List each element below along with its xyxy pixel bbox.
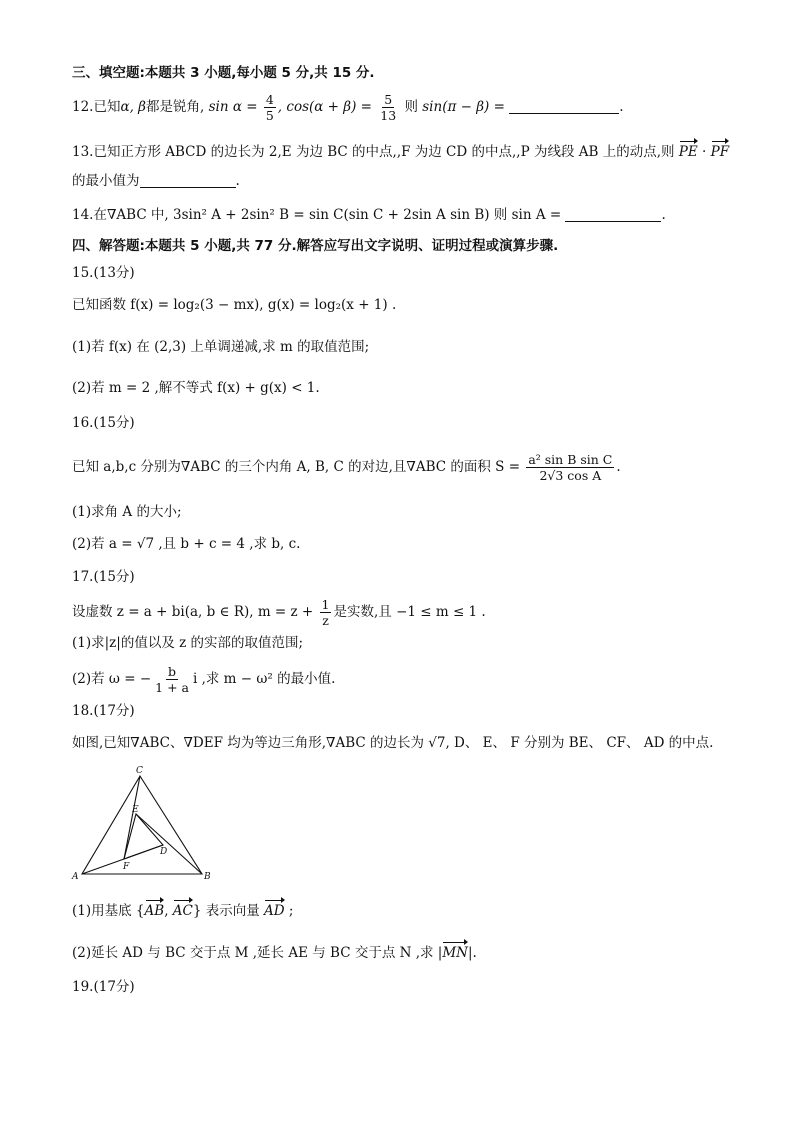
- q12-f2-den: 13: [380, 108, 397, 123]
- q16-stem: [72, 452, 621, 483]
- q16-part-2: (2)若 a = √7 ,且 b + c = 4 ,求 b, c.: [72, 536, 301, 552]
- q17-fraction: [320, 597, 332, 628]
- q19-score: 19.(17分): [72, 979, 135, 995]
- label-e: E: [132, 805, 139, 815]
- q12-sin-a: sin α =: [208, 99, 262, 115]
- q12-text2: 则: [400, 99, 423, 115]
- q16-area-fraction: [526, 452, 614, 483]
- q18-part-1: [72, 902, 293, 920]
- q14-end: .: [661, 207, 666, 223]
- label-a: A: [72, 872, 79, 882]
- question-13-line-2: [72, 172, 240, 190]
- q18-vector-ad: AD: [264, 903, 285, 919]
- question-14: [72, 206, 666, 224]
- q12-answer-blank[interactable]: [509, 99, 619, 114]
- q17-f-den: z: [322, 613, 329, 628]
- q13-end: .: [235, 173, 240, 189]
- q18-vector-ab: AB: [144, 903, 165, 919]
- q18-score: 18.(17分): [72, 703, 135, 719]
- label-d: D: [160, 847, 168, 857]
- section-3-heading: 三、填空题:本题共 3 小题,每小题 5 分,共 15 分.: [72, 65, 375, 81]
- q12-fraction-1: [264, 92, 276, 123]
- q18-p2-text-2: |.: [468, 945, 477, 961]
- q12-text1: 都是锐角,: [146, 99, 209, 115]
- q17-score: 17.(15分): [72, 569, 135, 585]
- q12-f1-den: 5: [265, 108, 274, 123]
- q13-dot: ·: [697, 144, 711, 160]
- q18-vector-ac: AC: [172, 903, 193, 919]
- question-13-line-1: [72, 143, 729, 161]
- q17-p2-text-2: i ,求 m − ω² 的最小值.: [192, 671, 336, 687]
- q16-part-1: (1)求角 A 的大小;: [72, 504, 182, 520]
- q17-p2-num: b: [168, 664, 177, 679]
- q17-p2-text-1: (2)若 ω = −: [72, 671, 152, 687]
- q13-line2: 的最小值为: [72, 173, 140, 189]
- q18-p1-text-2: } 表示向量: [192, 903, 265, 919]
- q13-answer-blank[interactable]: [140, 173, 236, 188]
- q17-f-num: 1: [321, 597, 330, 612]
- triangle-abc: [82, 776, 202, 874]
- q18-part-2: [72, 944, 477, 962]
- q12-prefix: 12.已知: [72, 99, 121, 115]
- q18-p1-text-3: ;: [284, 903, 294, 919]
- q13-vector-pf: PF: [710, 144, 730, 160]
- label-b: B: [204, 872, 211, 882]
- q13-vector-pe: PE: [678, 144, 698, 160]
- q15-part-2: (2)若 m = 2 ,解不等式 f(x) + g(x) < 1.: [72, 380, 320, 396]
- q14-text: 14.在∇ABC 中, 3sin² A + 2sin² B = sin C(sin C + 2sin A sin B) 则 sin A =: [72, 207, 566, 223]
- q15-score: 15.(13分): [72, 265, 135, 281]
- q17-p2-fraction: [153, 664, 191, 695]
- q12-vars: α, β: [120, 99, 146, 115]
- label-f: F: [123, 862, 130, 872]
- label-c: C: [136, 766, 143, 776]
- q17-stem-text-1: 设虚数 z = a + bi(a, b ∈ R), m = z +: [72, 604, 318, 620]
- q18-p2-text-1: (2)延长 AD 与 BC 交于点 M ,延长 AE 与 BC 交于点 N ,求 |: [72, 945, 443, 961]
- q13-line1: 13.已知正方形 ABCD 的边长为 2,E 为边 BC 的中点,,F 为边 CD 的中点,,P 为线段 AB 上的动点,则: [72, 144, 679, 160]
- q15-stem: 已知函数 f(x) = log₂(3 − mx), g(x) = log₂(x + 1) .: [72, 297, 397, 313]
- q18-p1-sep: ,: [164, 903, 173, 919]
- q18-vector-mn: MN: [442, 945, 468, 961]
- q18-stem: 如图,已知∇ABC、∇DEF 均为等边三角形,∇ABC 的边长为 √7, D、 E、 F 分别为 BE、 CF、 AD 的中点.: [72, 735, 714, 751]
- q16-f-den: 2√3 cos A: [539, 468, 602, 483]
- q17-stem-text-2: 是实数,且 −1 ≤ m ≤ 1 .: [333, 604, 486, 620]
- q12-fraction-2: [378, 92, 398, 123]
- q12-f1-num: 4: [265, 92, 274, 107]
- q16-stem-end: .: [616, 459, 621, 475]
- q16-stem-text: 已知 a,b,c 分别为∇ABC 的三个内角 A, B, C 的对边,且∇ABC 的面积 S =: [72, 459, 525, 475]
- section-4-heading: 四、解答题:本题共 5 小题,共 77 分.解答应写出文字说明、证明过程或演算步骤.: [72, 238, 559, 254]
- q17-stem: [72, 597, 486, 628]
- q12-sin-pb: sin(π − β) =: [422, 99, 510, 115]
- q17-part-2: [72, 664, 335, 695]
- q16-f-num: a² sin B sin C: [528, 452, 613, 467]
- q15-part-1: (1)若 f(x) 在 (2,3) 上单调递减,求 m 的取值范围;: [72, 339, 370, 355]
- q12-cos-ab: , cos(α + β) =: [277, 99, 377, 115]
- q12-end: .: [619, 99, 624, 115]
- question-12: [72, 92, 624, 123]
- q18-triangle-figure: [68, 762, 218, 884]
- q17-p2-den: 1 + a: [155, 680, 189, 695]
- q18-p1-text-1: (1)用基底 {: [72, 903, 145, 919]
- segment-be: [136, 814, 202, 874]
- q14-answer-blank[interactable]: [565, 207, 661, 222]
- q16-score: 16.(15分): [72, 415, 135, 431]
- q17-part-1: (1)求|z|的值以及 z 的实部的取值范围;: [72, 635, 304, 651]
- q12-f2-num: 5: [384, 92, 393, 107]
